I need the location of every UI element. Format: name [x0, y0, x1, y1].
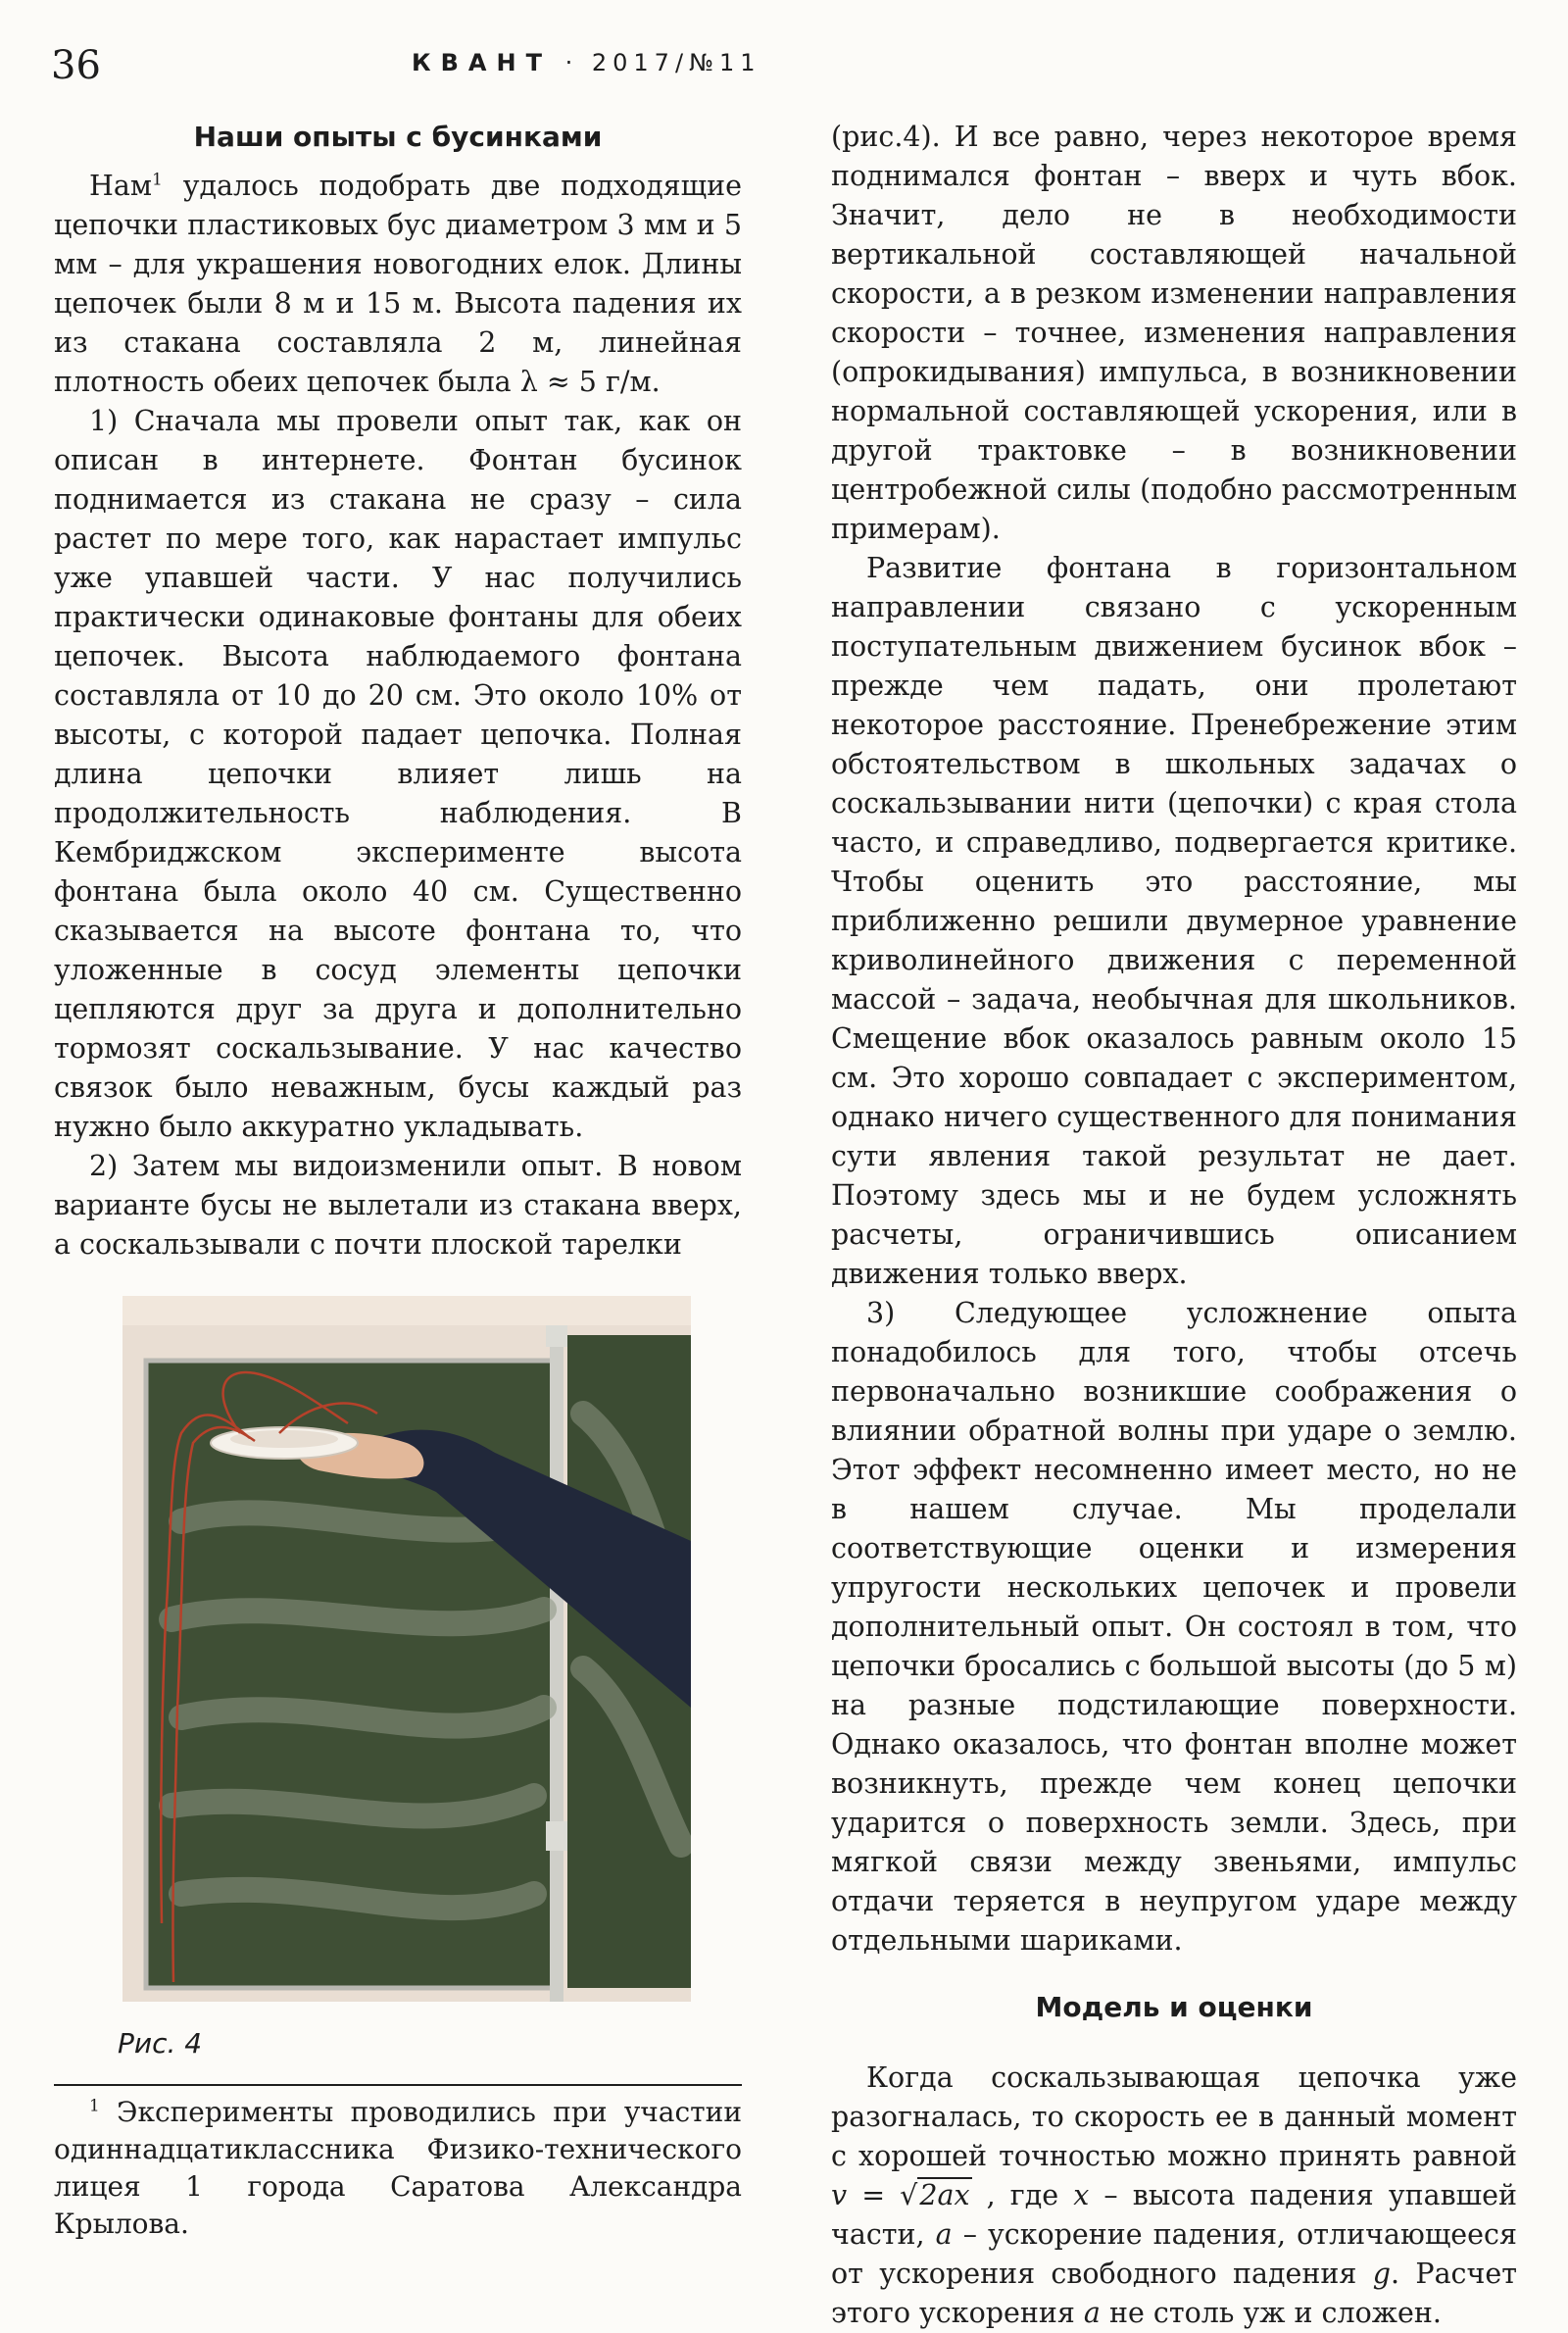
- intro-text: удалось подобрать две подходящие цепочки пластиковых бус диаметром 3 мм и 5 мм – для украшения новогодних елок. Длины цепочек были 8 м и 15 м. Высота падения их из стакана составляла 2 м, линейная плотность обеих цепочек была λ ≈ 5 г/м.: [54, 170, 742, 398]
- math-g: g: [1372, 2258, 1391, 2290]
- model-text-6: не столь уж и сложен.: [1100, 2297, 1442, 2329]
- figure-photo: [122, 1296, 691, 2002]
- header-separator: ·: [564, 49, 579, 76]
- subsection-heading: Модель и оценки: [1035, 1991, 1313, 2023]
- footnote-ref: 1: [152, 170, 163, 190]
- paragraph-continued: (рис.4). И все равно, через некоторое время поднимался фонтан – вверх и чуть вбок. Значит, дело не в необходимости вертикальной составляющей начальной скорости, а в резком изменении направления скорости – точнее, изменения направления (опрокидывания) импульса, в возникновении нормальной составляющей ускорения, или в другой трактовке – в возникновении центробежной силы (подобно рассмотренным примерам).: [831, 121, 1517, 545]
- intro-word: Нам: [89, 170, 153, 202]
- paragraph-experiment-1: 1) Сначала мы провели опыт так, как он описан в интернете. Фонтан бусинок поднимается из стакана не сразу – сила растет по мере того, как нарастает импульс уже упавшей части. У нас получились практически одинаковые фонтаны для обеих цепочек. Высота наблюдаемого фонтана составляла от 10 до 20 см. Это около 10% от высоты, с которой падает цепочка. Полная длина цепочки влияет лишь на продолжительность наблюдения. В Кембриджском эксперименте высота фонтана была около 40 см. Существенно сказывается на высоте фонтана то, что уложенные в сосуд элементы цепочки цепляются друг за друга и дополнительно тормозят соскальзывание. У нас качество связок было неважным, бусы каждый раз нужно было аккуратно укладывать.: [54, 405, 742, 1143]
- paragraph-intro: [54, 167, 742, 402]
- chalkboard-photo: [122, 1296, 691, 2002]
- math-v: v: [831, 2179, 848, 2211]
- math-sqrt: √: [900, 2179, 918, 2211]
- math-a-2: a: [1083, 2297, 1101, 2329]
- paragraph-model: [831, 2059, 1517, 2333]
- right-column: [831, 118, 1517, 2333]
- math-x: x: [1073, 2179, 1090, 2211]
- paragraph-experiment-3: 3) Следующее усложнение опыта понадобилось для того, чтобы отсечь первоначально возникшие соображения о влиянии обратной волны при ударе о землю. Этот эффект несомненно имеет место, но не в нашем случае. Мы проделали соответствующие оценки и измерения упругости нескольких цепочек и провели дополнительный опыт. Он состоял в том, что цепочки бросались с большой высоты (до 5 м) на разные подстилающие поверхности. Однако оказалось, что фонтан вполне может возникнуть, прежде чем конец цепочки ударится о поверхность земли. Здесь, при мягкой связи между звеньями, импульс отдачи теряется в неупругом ударе между отдельными шариками.: [831, 1297, 1517, 1957]
- model-text-1: Когда соскальзывающая цепочка уже разогналась, то скорость ее в данный момент с хорошей точностью можно принять равной: [831, 2061, 1517, 2172]
- model-text-5: . Расчет этого ускорения: [831, 2258, 1517, 2329]
- magazine-title: КВАНТ: [412, 49, 552, 76]
- paragraph-horizontal: Развитие фонтана в горизонтальном направлении связано с ускоренным поступательным движением бусинок вбок – прежде чем падать, они пролетают некоторое расстояние. Пренебрежение этим обстоятельством в школьных задачах о соскальзывании нити (цепочки) с края стола часто, и справедливо, подвергается критике. Чтобы оценить это расстояние, мы приближенно решили двумерное уравнение криволинейного движения с переменной массой – задача, необычная для школьников. Смещение вбок оказалось равным около 15 см. Это хорошо совпадает с экспериментом, однако ничего существенного для понимания сути явления такой результат не дает. Поэтому здесь мы и не будем усложнять расчеты, ограничившись описанием движения только вверх.: [831, 552, 1517, 1290]
- model-text-4: – ускорение падения, отличающееся от ускорения свободного падения: [831, 2218, 1517, 2290]
- footnote-rule: [54, 2084, 742, 2086]
- model-text-2: , где: [971, 2179, 1074, 2211]
- left-column: [54, 118, 742, 1265]
- page-number: 36: [51, 43, 101, 88]
- section-heading: Наши опыты с бусинками: [193, 121, 603, 153]
- math-a: a: [935, 2218, 953, 2251]
- figure-caption: Рис. 4: [118, 2027, 203, 2060]
- footnote: [54, 2094, 742, 2243]
- running-header: [412, 49, 1156, 76]
- paragraph-experiment-2: 2) Затем мы видоизменили опыт. В новом варианте бусы не вылетали из стакана вверх, а соскальзывали с почти плоской тарелки: [54, 1150, 742, 1261]
- issue-number: 2017/№11: [591, 49, 761, 76]
- math-equals: =: [847, 2179, 901, 2211]
- math-radicand: 2ax: [919, 2179, 970, 2211]
- footnote-text: Эксперименты проводились при участии одиннадцатиклассника Физико-технического лицея 1 города Саратова Александра Крылова.: [54, 2096, 742, 2240]
- model-text-3: – высота падения упавшей части,: [831, 2179, 1518, 2251]
- footnote-mark: 1: [89, 2095, 100, 2115]
